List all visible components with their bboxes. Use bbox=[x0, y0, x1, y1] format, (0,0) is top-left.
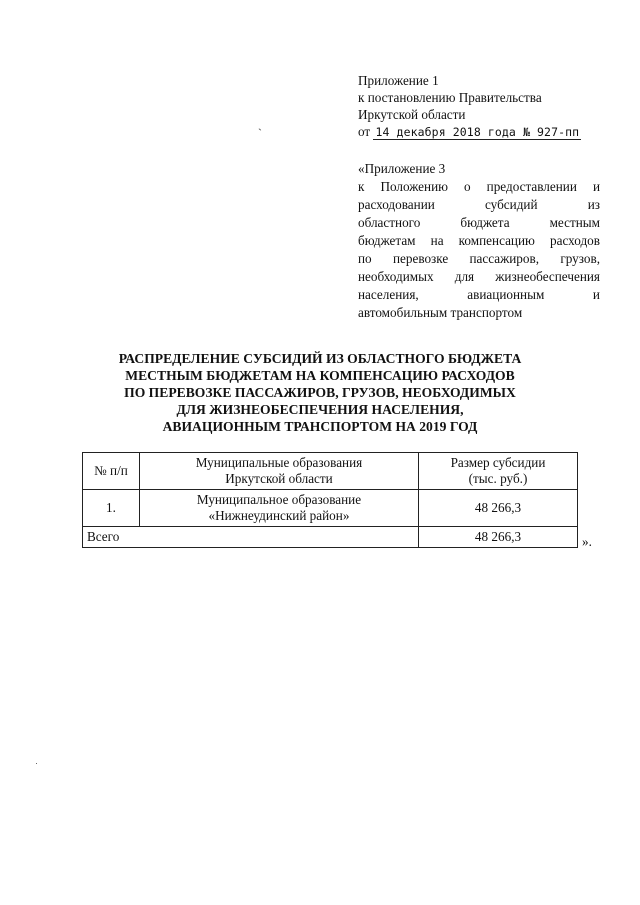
scan-dot bbox=[36, 763, 37, 764]
annex3-line: бюджетам на компенсацию расходов bbox=[358, 233, 600, 248]
row-municipality-line1: Муниципальное образование bbox=[196, 492, 362, 507]
stray-mark: ` bbox=[258, 126, 262, 140]
header-municipality bbox=[140, 453, 419, 490]
annex3-line: областного бюджета местным bbox=[358, 215, 600, 230]
header-amount-line2: (тыс. руб.) bbox=[468, 471, 528, 486]
appendix-number: Приложение 1 bbox=[358, 73, 439, 88]
annex3-line: автомобильным транспортом bbox=[358, 305, 523, 320]
header-municipality-line1: Муниципальные образования bbox=[195, 455, 363, 470]
table-header-row bbox=[83, 453, 578, 490]
row-municipality-line2: «Нижнеудинский район» bbox=[208, 508, 350, 523]
appendix-region: Иркутской области bbox=[358, 107, 466, 122]
closing-quote: ». bbox=[582, 534, 592, 549]
annex3-line: расходовании субсидий из bbox=[358, 197, 600, 212]
row-amount: 48 266,3 bbox=[419, 490, 578, 527]
header-amount-line1: Размер субсидии bbox=[450, 455, 546, 470]
title-line: ДЛЯ ЖИЗНЕОБЕСПЕЧЕНИЯ НАСЕЛЕНИЯ, bbox=[176, 402, 464, 417]
document-title bbox=[70, 350, 570, 435]
total-label: Всего bbox=[83, 527, 419, 548]
annex3-block bbox=[358, 160, 600, 322]
total-amount: 48 266,3 bbox=[419, 527, 578, 548]
header-amount bbox=[419, 453, 578, 490]
row-municipality bbox=[140, 490, 419, 527]
table-total-row bbox=[83, 527, 578, 548]
annex3-line: к Положению о предоставлении и bbox=[358, 179, 600, 194]
annex3-line: «Приложение 3 bbox=[358, 161, 446, 176]
title-line: АВИАЦИОННЫМ ТРАНСПОРТОМ НА 2019 ГОД bbox=[162, 419, 478, 434]
decree-prefix: от bbox=[358, 124, 371, 139]
appendix-to-decree: к постановлению Правительства bbox=[358, 90, 542, 105]
appendix-block bbox=[358, 72, 600, 141]
annex3-line: населения, авиационным и bbox=[358, 287, 600, 302]
decree-date-line bbox=[358, 123, 600, 141]
decree-date-number: 14 декабря 2018 года № 927-пп bbox=[375, 125, 580, 139]
header-num: № п/п bbox=[83, 453, 140, 490]
row-num: 1. bbox=[83, 490, 140, 527]
title-line: МЕСТНЫМ БЮДЖЕТАМ НА КОМПЕНСАЦИЮ РАСХОДОВ bbox=[125, 368, 515, 383]
title-line: РАСПРЕДЕЛЕНИЕ СУБСИДИЙ ИЗ ОБЛАСТНОГО БЮДЖЕТА bbox=[118, 351, 522, 366]
title-line: ПО ПЕРЕВОЗКЕ ПАССАЖИРОВ, ГРУЗОВ, НЕОБХОДИМЫХ bbox=[124, 385, 516, 400]
subsidy-table bbox=[82, 452, 578, 548]
annex3-line: необходимых для жизнеобеспечения bbox=[358, 269, 600, 284]
header-municipality-line2: Иркутской области bbox=[225, 471, 333, 486]
table-row bbox=[83, 490, 578, 527]
annex3-line: по перевозке пассажиров, грузов, bbox=[358, 251, 600, 266]
